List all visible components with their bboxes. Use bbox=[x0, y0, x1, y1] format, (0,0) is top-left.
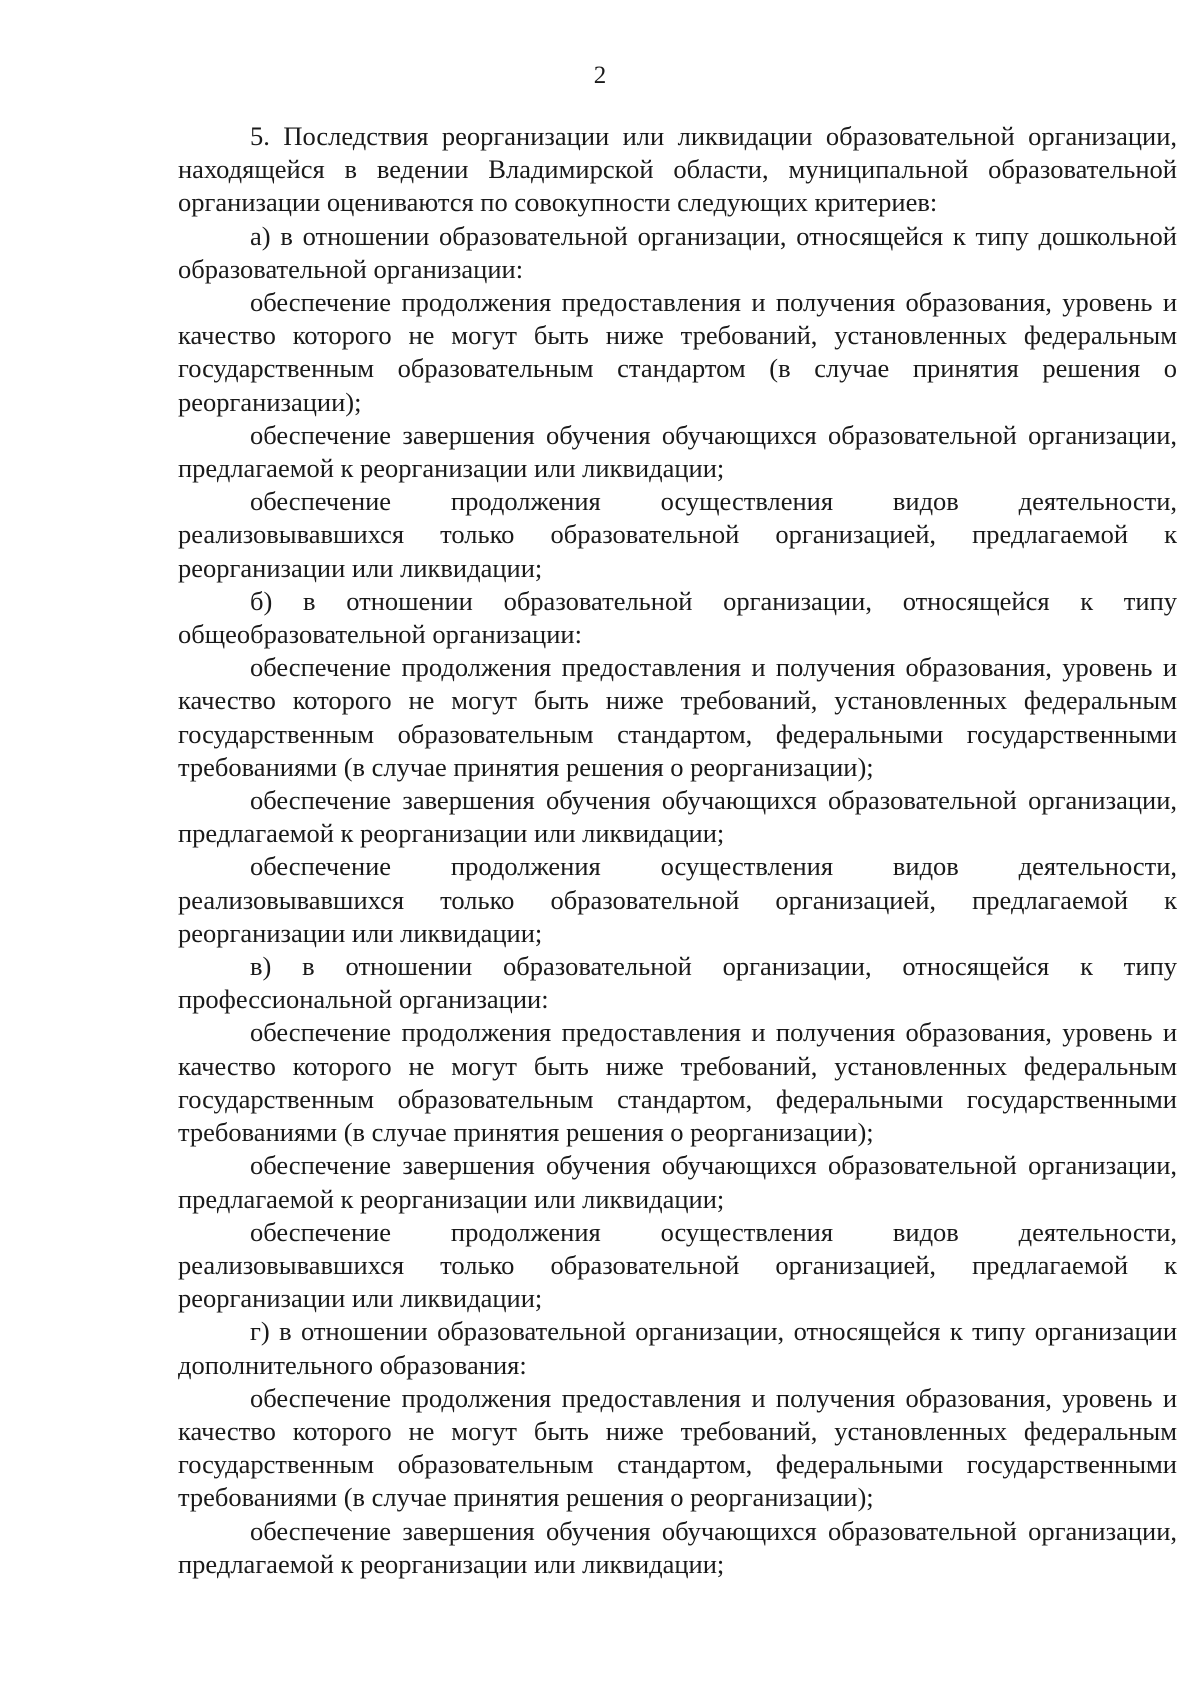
paragraph-g-completion: обеспечение завершения обучения обучающихся образовательной организации, предлагаемой к реорганизации или ликвидации; bbox=[178, 1515, 1177, 1579]
paragraph-b-general: б) в отношении образовательной организации, относящейся к типу общеобразовательной организации: bbox=[178, 585, 1177, 650]
paragraph-b-activities: обеспечение продолжения осуществления видов деятельности, реализовывавшихся только образовательной организацией, предлагаемой к реорганизации или ликвидации; bbox=[178, 851, 1177, 948]
paragraph-5-consequences: 5. Последствия реорганизации или ликвидации образовательной организации, находящейся в ведении Владимирской области, муниципальной образовательной организации оцениваются по совокупности следующих критериев: bbox=[178, 121, 1177, 218]
paragraph-g-continuation: обеспечение продолжения предоставления и получения образования, уровень и качество которого не могут быть ниже требований, установленных федеральным государственным образовательным стандартом, федеральными государственными требованиями (в случае принятия решения о реорганизации); bbox=[178, 1382, 1177, 1513]
paragraph-v-continuation: обеспечение продолжения предоставления и получения образования, уровень и качество которого не могут быть ниже требований, установленных федеральным государственным образовательным стандартом, федеральными государственными требованиями (в случае принятия решения о реорганизации); bbox=[178, 1017, 1177, 1148]
paragraph-v-professional: в) в отношении образовательной организации, относящейся к типу профессиональной организации: bbox=[178, 951, 1177, 1015]
paragraph-v-activities: обеспечение продолжения осуществления видов деятельности, реализовывавшихся только образовательной организацией, предлагаемой к реорганизации или ликвидации; bbox=[178, 1216, 1177, 1314]
paragraph-g-additional: г) в отношении образовательной организации, относящейся к типу организации дополнительного образования: bbox=[178, 1316, 1177, 1380]
paragraph-v-completion: обеспечение завершения обучения обучающихся образовательной организации, предлагаемой к реорганизации или ликвидации; bbox=[178, 1150, 1177, 1214]
paragraph-a-continuation: обеспечение продолжения предоставления и получения образования, уровень и качество которого не могут быть ниже требований, установленных федеральным государственным образовательным стандартом (в случае принятия решения о реорганизации); bbox=[178, 287, 1177, 417]
paragraph-a-activities: обеспечение продолжения осуществления видов деятельности, реализовывавшихся только образовательной организацией, предлагаемой к реорганизации или ликвидации; bbox=[178, 486, 1177, 583]
paragraph-b-completion: обеспечение завершения обучения обучающихся образовательной организации, предлагаемой к реорганизации или ликвидации; bbox=[178, 785, 1177, 849]
paragraph-a-completion: обеспечение завершения обучения обучающихся образовательной организации, предлагаемой к реорганизации или ликвидации; bbox=[178, 419, 1177, 484]
page-number: 2 bbox=[593, 62, 607, 89]
paragraph-b-continuation: обеспечение продолжения предоставления и получения образования, уровень и качество которого не могут быть ниже требований, установленных федеральным государственным образовательным стандартом, федеральными государственными требованиями (в случае принятия решения о реорганизации); bbox=[178, 652, 1177, 782]
paragraph-a-preschool: а) в отношении образовательной организации, относящейся к типу дошкольной образовательной организации: bbox=[178, 220, 1177, 284]
document-body bbox=[178, 120, 1177, 1581]
